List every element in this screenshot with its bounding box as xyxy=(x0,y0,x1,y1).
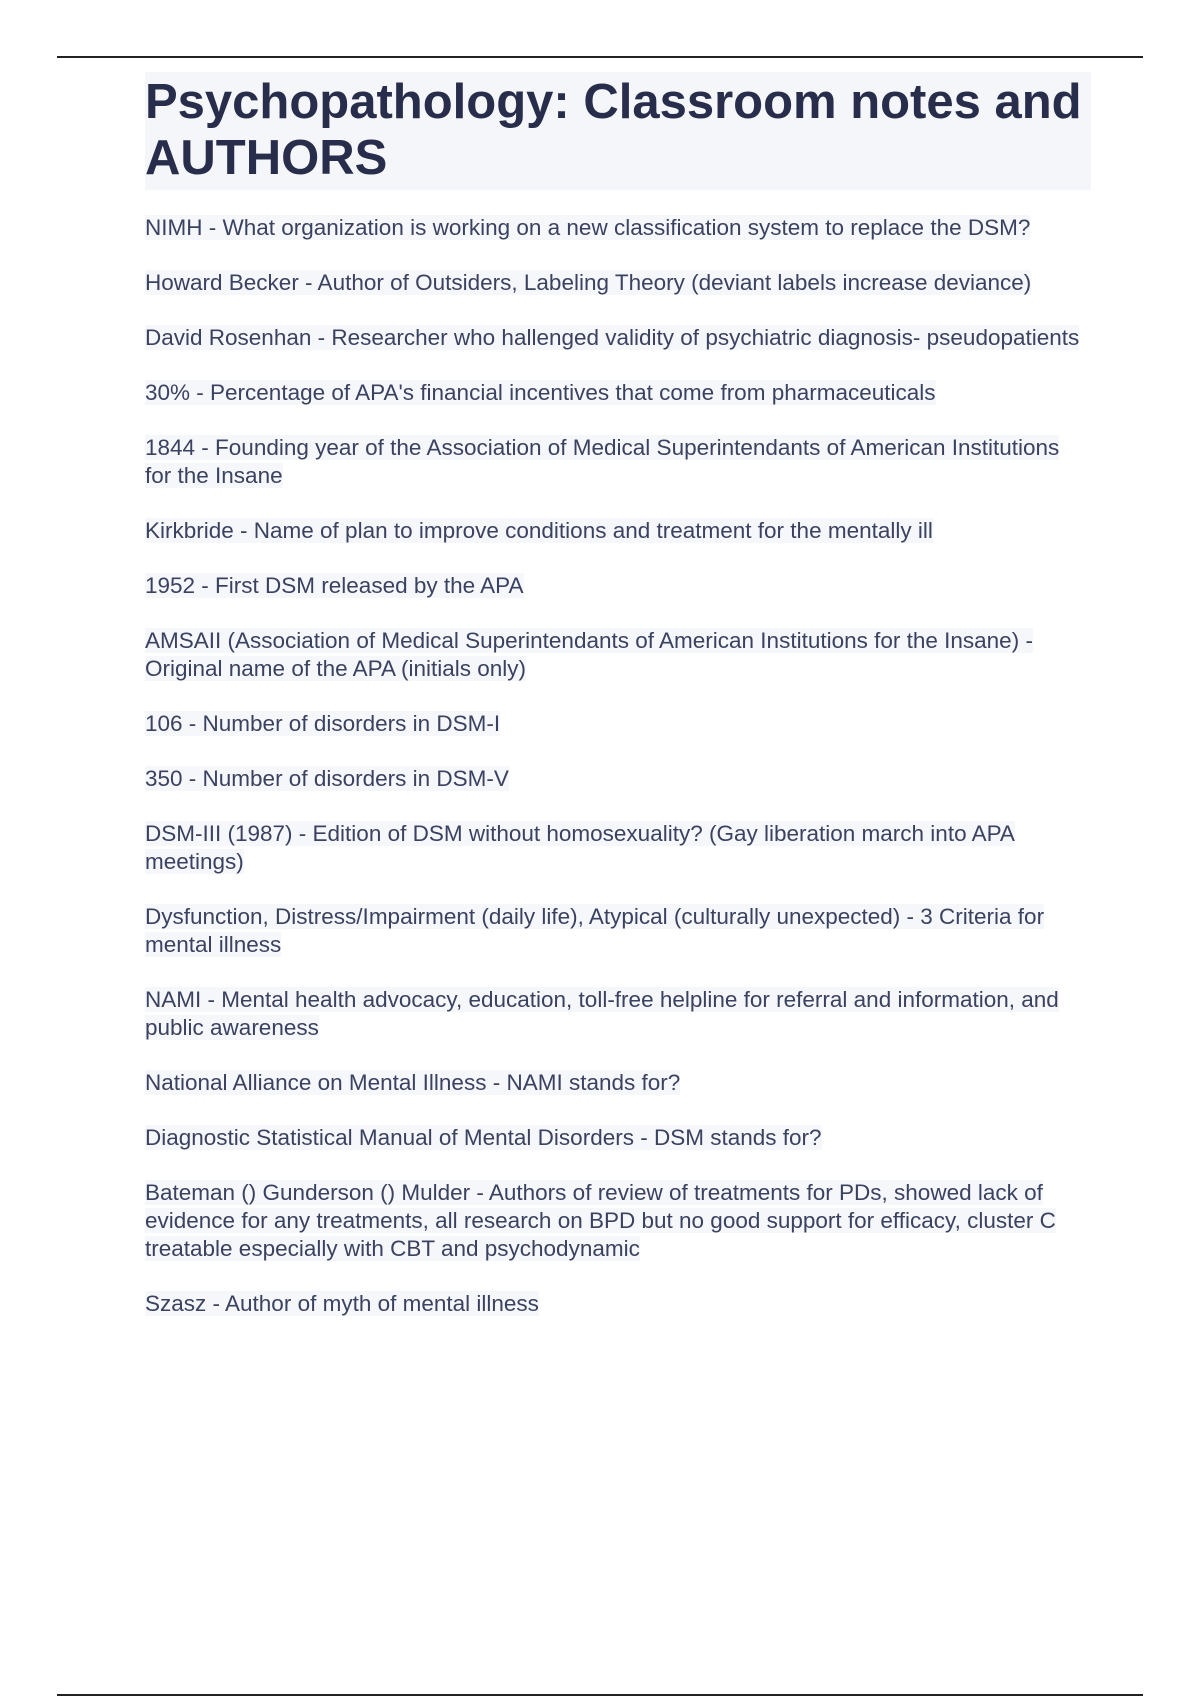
flashcard-item xyxy=(145,1290,1091,1318)
flashcard-item xyxy=(145,710,1091,738)
flashcard-text: DSM-III (1987) - Edition of DSM without homosexuality? (Gay liberation march into APA meetings) xyxy=(145,821,1015,874)
flashcard-text: 1844 - Founding year of the Association of Medical Superintendants of American Institutions for the Insane xyxy=(145,435,1060,488)
flashcard-text: 30% - Percentage of APA's financial incentives that come from pharmaceuticals xyxy=(145,380,936,405)
flashcard-text: Bateman () Gunderson () Mulder - Authors of review of treatments for PDs, showed lack of evidence for any treatments, all research on BPD but no good support for efficacy, cluster C treatable especially with CBT and psychodynamic xyxy=(145,1180,1056,1261)
title-block xyxy=(145,72,1091,190)
flashcard-item xyxy=(145,986,1091,1042)
page-title: Psychopathology: Classroom notes and AUTHORS xyxy=(145,75,1082,185)
flashcard-text: 106 - Number of disorders in DSM-I xyxy=(145,711,501,736)
flashcard-list xyxy=(145,214,1091,1318)
flashcard-item xyxy=(145,379,1091,407)
flashcard-item xyxy=(145,434,1091,490)
flashcard-text: Dysfunction, Distress/Impairment (daily life), Atypical (culturally unexpected) - 3 Criteria for mental illness xyxy=(145,904,1045,957)
flashcard-item xyxy=(145,1124,1091,1152)
flashcard-item xyxy=(145,903,1091,959)
flashcard-text: National Alliance on Mental Illness - NAMI stands for? xyxy=(145,1070,681,1095)
flashcard-item xyxy=(145,627,1091,683)
flashcard-item xyxy=(145,1179,1091,1263)
flashcard-item xyxy=(145,324,1091,352)
flashcard-item xyxy=(145,269,1091,297)
flashcard-item xyxy=(145,1069,1091,1097)
flashcard-text: 1952 - First DSM released by the APA xyxy=(145,573,524,598)
page-content xyxy=(145,72,1091,1345)
flashcard-text: Kirkbride - Name of plan to improve conditions and treatment for the mentally ill xyxy=(145,518,933,543)
flashcard-text: Howard Becker - Author of Outsiders, Labeling Theory (deviant labels increase deviance) xyxy=(145,270,1032,295)
flashcard-text: Szasz - Author of myth of mental illness xyxy=(145,1291,539,1316)
flashcard-item xyxy=(145,572,1091,600)
flashcard-item xyxy=(145,214,1091,242)
flashcard-text: 350 - Number of disorders in DSM-V xyxy=(145,766,509,791)
flashcard-text: Diagnostic Statistical Manual of Mental Disorders - DSM stands for? xyxy=(145,1125,822,1150)
flashcard-item xyxy=(145,765,1091,793)
top-divider xyxy=(57,56,1143,58)
flashcard-text: NIMH - What organization is working on a new classification system to replace the DSM? xyxy=(145,215,1031,240)
flashcard-item xyxy=(145,517,1091,545)
flashcard-text: AMSAII (Association of Medical Superintendants of American Institutions for the Insane) - Original name of the APA (initials only) xyxy=(145,628,1033,681)
flashcard-text: David Rosenhan - Researcher who hallenged validity of psychiatric diagnosis- pseudopatients xyxy=(145,325,1080,350)
flashcard-item xyxy=(145,820,1091,876)
bottom-divider xyxy=(57,1694,1143,1696)
flashcard-text: NAMI - Mental health advocacy, education, toll-free helpline for referral and information, and public awareness xyxy=(145,987,1059,1040)
